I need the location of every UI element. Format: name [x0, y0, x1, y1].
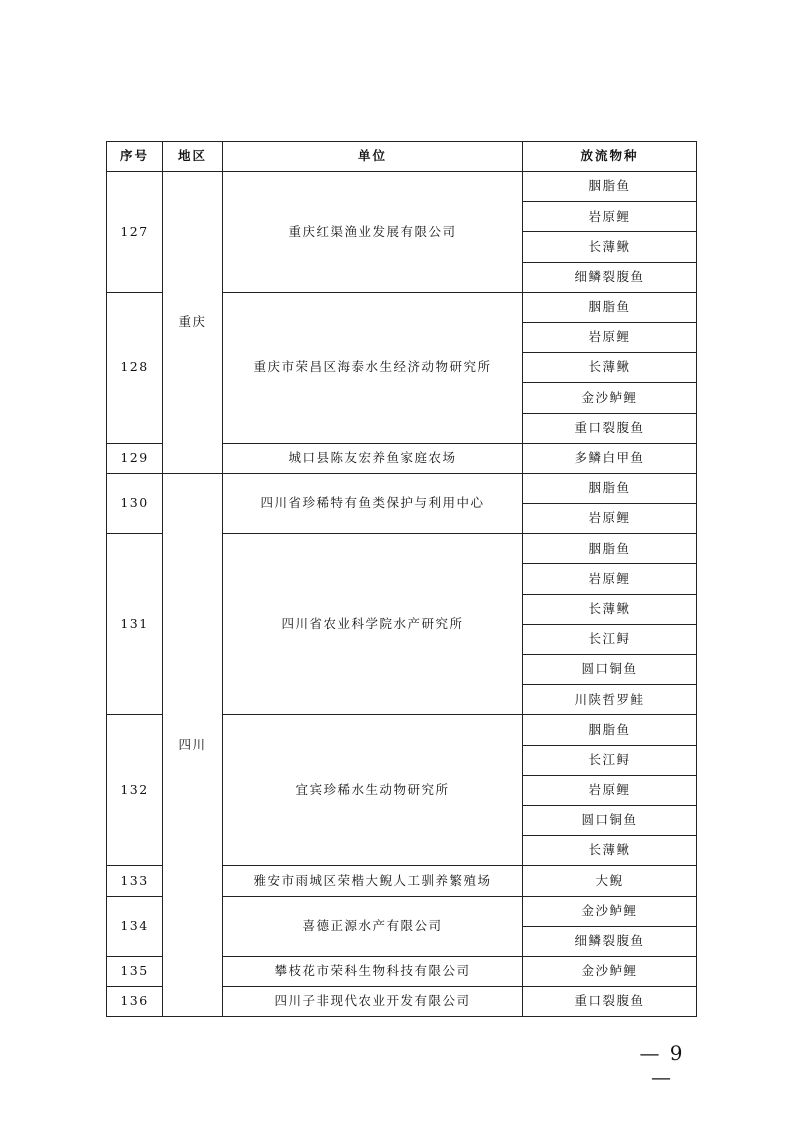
species-name: 川陕哲罗鲑: [523, 685, 697, 715]
species-name: 胭脂鱼: [523, 172, 697, 202]
entry-unit: 城口县陈友宏养鱼家庭农场: [223, 443, 523, 473]
entry-unit: 攀枝花市荣科生物科技有限公司: [223, 956, 523, 986]
region-name: 四川: [163, 473, 223, 1016]
species-name: 多鳞白甲鱼: [523, 443, 697, 473]
species-name: 长薄鳅: [523, 836, 697, 866]
species-name: 圆口铜鱼: [523, 655, 697, 685]
entry-unit: 四川子非现代农业开发有限公司: [223, 987, 523, 1017]
species-name: 大鲵: [523, 866, 697, 896]
species-name: 重口裂腹鱼: [523, 413, 697, 443]
species-name: 长江鲟: [523, 745, 697, 775]
entry-unit: 喜德正源水产有限公司: [223, 896, 523, 956]
species-name: 金沙鲈鲤: [523, 383, 697, 413]
entry-no: 131: [107, 534, 163, 715]
entry-no: 136: [107, 987, 163, 1017]
table-row: [107, 473, 697, 503]
region-name: 重庆: [163, 172, 223, 474]
table-row: [107, 172, 697, 202]
entry-unit: 雅安市雨城区荣楷大鲵人工驯养繁殖场: [223, 866, 523, 896]
entry-no: 133: [107, 866, 163, 896]
species-name: 细鳞裂腹鱼: [523, 926, 697, 956]
entry-no: 129: [107, 443, 163, 473]
release-table: [106, 141, 697, 1017]
table-body: [107, 172, 697, 1017]
species-name: 金沙鲈鲤: [523, 956, 697, 986]
entry-unit: 重庆红渠渔业发展有限公司: [223, 172, 523, 293]
species-name: 胭脂鱼: [523, 534, 697, 564]
entry-unit: 四川省珍稀特有鱼类保护与利用中心: [223, 473, 523, 533]
species-name: 金沙鲈鲤: [523, 896, 697, 926]
species-name: 长江鲟: [523, 624, 697, 654]
header-no: 序号: [107, 142, 163, 172]
header-species: 放流物种: [523, 142, 697, 172]
entry-no: 134: [107, 896, 163, 956]
species-name: 重口裂腹鱼: [523, 987, 697, 1017]
species-name: 长薄鳅: [523, 232, 697, 262]
species-name: 岩原鲤: [523, 775, 697, 805]
species-name: 岩原鲤: [523, 504, 697, 534]
entry-no: 127: [107, 172, 163, 293]
species-name: 岩原鲤: [523, 564, 697, 594]
table-header: [107, 142, 697, 172]
species-name: 细鳞裂腹鱼: [523, 262, 697, 292]
species-name: 胭脂鱼: [523, 473, 697, 503]
entry-no: 128: [107, 292, 163, 443]
species-name: 岩原鲤: [523, 322, 697, 352]
header-region: 地区: [163, 142, 223, 172]
entry-unit: 宜宾珍稀水生动物研究所: [223, 715, 523, 866]
species-name: 圆口铜鱼: [523, 805, 697, 835]
page-number: — 9 —: [639, 1041, 685, 1089]
header-row: [107, 142, 697, 172]
species-name: 长薄鳅: [523, 353, 697, 383]
species-name: 胭脂鱼: [523, 292, 697, 322]
header-unit: 单位: [223, 142, 523, 172]
entry-no: 132: [107, 715, 163, 866]
entry-no: 130: [107, 473, 163, 533]
species-name: 长薄鳅: [523, 594, 697, 624]
entry-no: 135: [107, 956, 163, 986]
species-name: 胭脂鱼: [523, 715, 697, 745]
entry-unit: 重庆市荣昌区海泰水生经济动物研究所: [223, 292, 523, 443]
entry-unit: 四川省农业科学院水产研究所: [223, 534, 523, 715]
species-name: 岩原鲤: [523, 202, 697, 232]
